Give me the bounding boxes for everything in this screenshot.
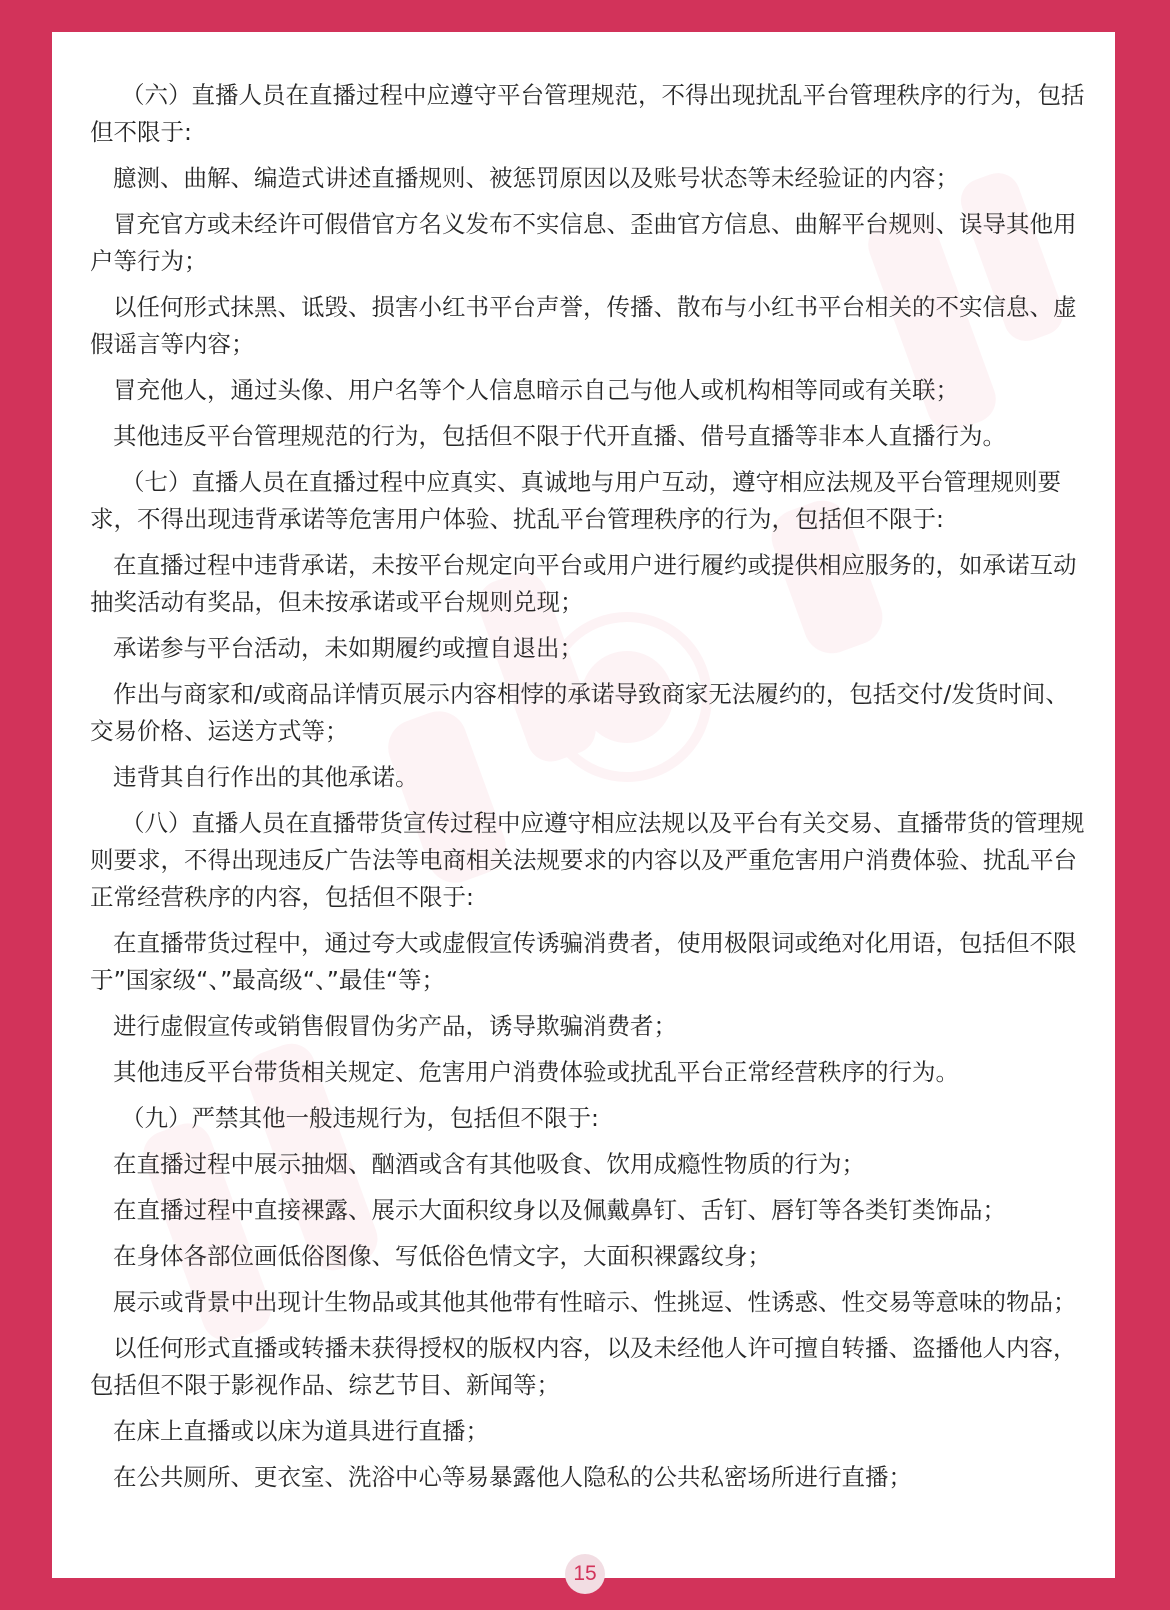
list-item: 在公共厕所、更衣室、洗浴中心等易暴露他人隐私的公共私密场所进行直播； — [113, 1463, 912, 1491]
list-item: 在直播过程中违背承诺，未按平台规定向平台或用户进行履约或提供相应服务的，如承诺互动抽奖活动有奖品，但未按承诺或平台规则兑现； — [90, 551, 1077, 616]
list-item: 展示或背景中出现计生物品或其他其他带有性暗示、性挑逗、性诱惑、性交易等意味的物品； — [113, 1288, 1077, 1316]
list-item: 在床上直播或以床为道具进行直播； — [113, 1417, 489, 1445]
list-item: 进行虚假宣传或销售假冒伪劣产品，诱导欺骗消费者； — [113, 1012, 677, 1040]
document-body — [90, 77, 1090, 1505]
list-item: 以任何形式抹黑、诋毁、损害小红书平台声誉，传播、散布与小红书平台相关的不实信息、虚假谣言等内容； — [90, 293, 1077, 358]
page-number-badge: 15 — [565, 1554, 605, 1594]
list-item: 冒充官方或未经许可假借官方名义发布不实信息、歪曲官方信息、曲解平台规则、误导其他用户等行为； — [90, 210, 1077, 275]
document-page — [52, 32, 1115, 1578]
section-heading-9: （九）严禁其他一般违规行为，包括但不限于: — [121, 1104, 599, 1132]
list-item: 在直播过程中直接裸露、展示大面积纹身以及佩戴鼻钉、舌钉、唇钉等各类钉类饰品； — [113, 1196, 1006, 1224]
list-item: 违背其自行作出的其他承诺。 — [113, 763, 419, 791]
list-item: 臆测、曲解、编造式讲述直播规则、被惩罚原因以及账号状态等未经验证的内容； — [113, 164, 959, 192]
list-item: 在直播过程中展示抽烟、酗酒或含有其他吸食、饮用成瘾性物质的行为； — [113, 1150, 865, 1178]
list-item: 以任何形式直播或转播未获得授权的版权内容，以及未经他人许可擅自转播、盗播他人内容，包括但不限于影视作品、综艺节目、新闻等； — [90, 1334, 1077, 1399]
list-item: 其他违反平台管理规范的行为，包括但不限于代开直播、借号直播等非本人直播行为。 — [113, 422, 1006, 450]
list-item: 冒充他人，通过头像、用户名等个人信息暗示自己与他人或机构相等同或有关联； — [113, 376, 959, 404]
list-item: 在直播带货过程中，通过夸大或虚假宣传诱骗消费者，使用极限词或绝对化用语，包括但不限于”国家级“、”最高级“、”最佳“等； — [90, 929, 1077, 994]
section-heading-6: （六）直播人员在直播过程中应遵守平台管理规范，不得出现扰乱平台管理秩序的行为，包括但不限于: — [90, 81, 1085, 146]
list-item: 其他违反平台带货相关规定、危害用户消费体验或扰乱平台正常经营秩序的行为。 — [113, 1058, 959, 1086]
section-heading-8: （八）直播人员在直播带货宣传过程中应遵守相应法规以及平台有关交易、直播带货的管理规则要求，不得出现违反广告法等电商相关法规要求的内容以及严重危害用户消费体验、扰乱平台正常经营秩序的内容，包括但不限于: — [90, 809, 1085, 911]
section-heading-7: （七）直播人员在直播过程中应真实、真诚地与用户互动，遵守相应法规及平台管理规则要求，不得出现违背承诺等危害用户体验、扰乱平台管理秩序的行为，包括但不限于: — [90, 468, 1061, 533]
list-item: 承诺参与平台活动，未如期履约或擅自退出； — [113, 634, 583, 662]
list-item: 作出与商家和/或商品详情页展示内容相悖的承诺导致商家无法履约的，包括交付/发货时间、交易价格、运送方式等； — [90, 680, 1069, 745]
list-item: 在身体各部位画低俗图像、写低俗色情文字，大面积裸露纹身； — [113, 1242, 771, 1270]
